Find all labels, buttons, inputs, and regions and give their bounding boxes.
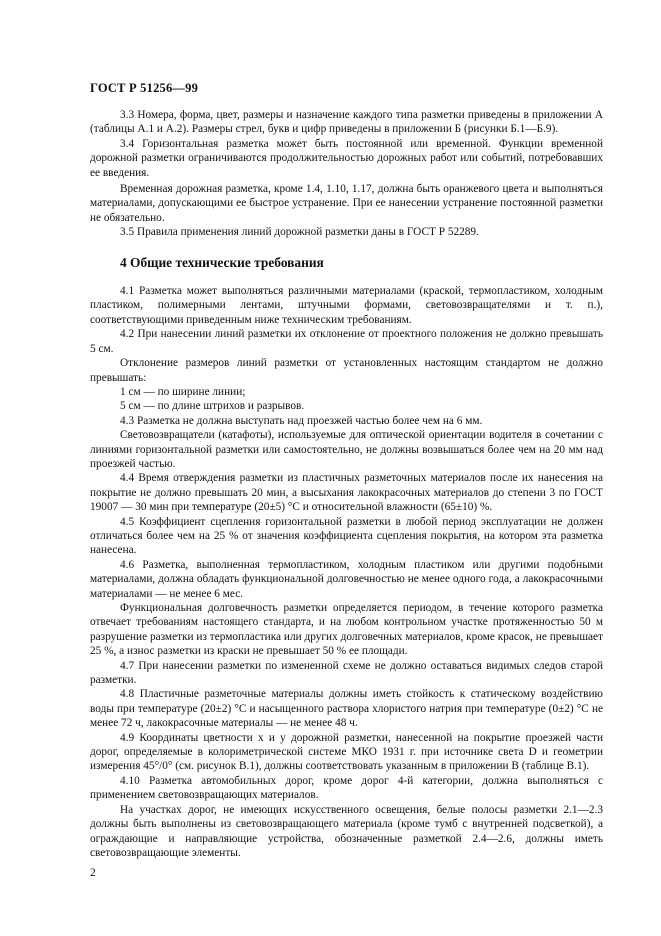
list-item-width: 1 см — по ширине линии; — [120, 385, 246, 398]
paragraph-4-1: 4.1 Разметка может выполняться различными материалами (краской, термопластиком, холодным пластиком, полимерными лентами, штучными формами, световозвращателями и т. п.), соответствующими приведенным ниже техническим требованиям. — [90, 285, 603, 326]
paragraph-3-4: 3.4 Горизонтальная разметка может быть постоянной или временной. Функции временной дорожной разметки ограничиваются продолжительностью дорожных работ или событий, потребовавших ее введения. — [90, 137, 603, 179]
paragraph-4-4: 4.4 Время отверждения разметки из пластичных разметочных материалов после их нанесения на покрытие не должно превышать 20 мин, а высыхания лакокрасочных материалов до степени 3 по ГОСТ 19007 — 30 мин при температуре (20±5) °С и относительной влажности (65±10) %. — [90, 472, 603, 514]
paragraph-4-7: 4.7 При нанесении разметки по измененной схеме не должно оставаться видимых следов старой разметки. — [90, 659, 603, 687]
paragraph-deviation: Отклонение размеров линий разметки от установленных настоящим стандартом не должно превышать: — [90, 357, 603, 384]
paragraph-4-5: 4.5 Коэффициент сцепления горизонтальной разметки в любой период эксплуатации не должен отличаться более чем на 25 % от значения коэффициента сцепления покрытия, на котором эта разметка нанесена. — [90, 515, 603, 557]
paragraph-4-9: 4.9 Координаты цветности x и y дорожной разметки, нанесенной на покрытие проезжей части дорог, определяемые в колориметрической системе МКО 1931 г. при источнике света D и геометрии измерения 45°/0° (см. рисунок В.1), должны соответствовать указанным в приложении В (таблице В.1). — [90, 731, 603, 773]
paragraph-4-8: 4.8 Пластичные разметочные материалы должны иметь стойкость к статическому воздействию воды при температуре (20±2) °С и насыщенного раствора хлористого натрия при температуре (0±2) °С не менее 72 ч, лакокрасочные материалы — не менее 48 ч. — [90, 688, 603, 730]
paragraph-temporary-marking: Временная дорожная разметка, кроме 1.4, 1.10, 1.17, должна быть оранжевого цвета и выполняться материалами, допускающими ее быстрое устранение. При ее нанесении устранение постоянной разметки не обязательно. — [90, 183, 603, 224]
paragraph-reflectors: Световозвращатели (катафоты), используемые для оптической ориентации водителя в сочетании с линиями горизонтальной разметки или самостоятельно, не должны возвышаться более чем на 20 мм над проезжей частью. — [90, 429, 603, 470]
list-item-length: 5 см — по длине штрихов и разрывов. — [120, 400, 305, 413]
paragraph-3-3: 3.3 Номера, форма, цвет, размеры и назначение каждого типа разметки приведены в приложении А (таблицы А.1 и А.2). Размеры стрел, букв и цифр приведены в приложении Б (рисунки Б.1—Б.9). — [90, 109, 603, 136]
document-header: ГОСТ Р 51256—99 — [90, 81, 199, 95]
paragraph-4-6: 4.6 Разметка, выполненная термопластиком, холодным пластиком или другими подобными материалами, должна обладать функциональной долговечностью не менее одного года, а лакокрасочными материалами — не менее 6 мес. — [90, 558, 603, 600]
page-number: 2 — [90, 867, 96, 879]
paragraph-durability: Функциональная долговечность разметки определяется периодом, в течение которого разметка отвечает требованиям настоящего стандарта, и на любом контрольном участке протяженностью 50 м разрушение разметки из термопластика или других долговечных материалов, кроме красок, не превышает 25 %, а износ разметки из краски не превышает 50 % ее площади. — [90, 602, 603, 658]
paragraph-unlit-roads: На участках дорог, не имеющих искусственного освещения, белые полосы разметки 2.1—2.3 должны быть выполнены из световозвращающего материала (кроме тумб с внутренней подсветкой), а ограждающие и направляющие устройства, обозначенные разметкой 2.4—2.6, должны иметь световозвращающие элементы. — [90, 803, 603, 859]
paragraph-4-3: 4.3 Разметка не должна выступать над проезжей частью более чем на 6 мм. — [120, 414, 483, 427]
document-body — [90, 108, 603, 860]
paragraph-3-5: 3.5 Правила применения линий дорожной разметки даны в ГОСТ Р 52289. — [120, 226, 479, 239]
paragraph-4-2: 4.2 При нанесении линий разметки их отклонение от проектного положения не должно превышать 5 см. — [90, 328, 603, 355]
paragraph-4-10: 4.10 Разметка автомобильных дорог, кроме дорог 4-й категории, должна выполняться с применением световозвращающих материалов. — [90, 774, 603, 802]
section-title: 4 Общие технические требования — [120, 254, 324, 270]
